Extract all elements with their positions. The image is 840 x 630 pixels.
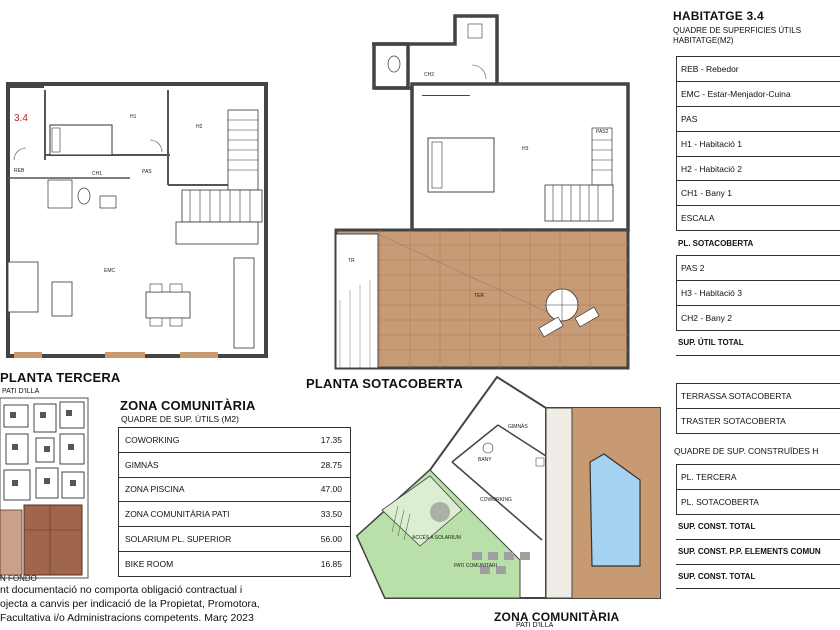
disclaimer-line-3: Facultativa i/o Administracions competents. Març 2023 [0,612,254,624]
zona-bottom-subtitle: PATI D'ILLA [516,622,554,629]
unit-subtitle-2: HABITATGE(M2) [673,36,734,45]
row-label: ZONA PISCINA [125,484,185,495]
zona-bottom-title: ZONA COMUNITÀRIA [494,610,620,624]
table-row [676,565,840,590]
reb-label: REB [14,168,25,174]
table-row [676,256,840,281]
planta-tercera-plan [6,84,266,358]
fondo-label: N FONDO [0,574,37,583]
table-row [676,490,840,515]
pati-illa-site-plan [0,398,88,578]
row-label: PL. SOTACOBERTA [681,496,759,507]
row-label: COWORKING [125,434,180,445]
terr-label: TER [474,293,484,299]
row-label: CH1 - Bany 1 [681,188,733,199]
row-label: GIMNÀS [125,459,159,470]
unit-title: HABITATGE 3.4 [673,9,764,23]
table-row [118,502,351,527]
table-row [118,453,351,478]
row-label: ZONA COMUNITÀRIA PATI [125,509,230,520]
row-label: TERRASSA SOTACOBERTA [681,390,792,401]
row-label: SUP. CONST. P.P. ELEMENTS COMUN [678,547,821,557]
table-row [676,82,840,107]
gimnas-label: GIMNÀS [508,424,528,430]
table-row [676,465,840,490]
disclaimer-line-2: ojecta a canvis per indicació de la Propietat, Promotora, [0,598,260,610]
table-row [676,331,840,356]
bany-label: BANY [478,457,492,463]
zona-title: ZONA COMUNITÀRIA [120,398,256,413]
table-row [676,57,840,82]
planta-sotacoberta-plan [336,16,628,368]
tr-label: TR [348,258,355,264]
planta-sotacoberta-title: PLANTA SOTACOBERTA [306,376,463,391]
table-row [676,231,840,256]
table-row [676,107,840,132]
extra-surface-table [676,383,840,434]
row-label: PAS [681,113,698,124]
row-value: 17.35 [320,434,342,445]
table-row [676,281,840,306]
table-row [676,206,840,231]
h2-label: H2 [196,124,203,130]
table-row [118,478,351,503]
emc-label: EMC [104,268,116,274]
row-label: EMC - Estar-Menjador-Cuina [681,88,791,99]
table-row [676,157,840,182]
table-row [676,540,840,565]
row-label: ESCALA [681,213,715,224]
row-label: SUP. CONST. TOTAL [678,522,756,532]
row-label: SUP. CONST. TOTAL [678,572,756,581]
acces-label: ACCÉS A SOLARIUM [412,535,461,541]
row-label: H1 - Habitació 1 [681,138,742,149]
unit-tag-label: 3.4 [14,113,28,124]
built-surface-table [676,464,840,589]
row-label: PL. SOTACOBERTA [678,238,754,248]
row-value: 33.50 [320,509,342,520]
table-row [676,181,840,206]
table-row [676,409,840,434]
disclaimer-line-1: nt documentació no comporta obligació contractual i [0,584,243,596]
pas-label: PAS [142,169,152,175]
row-label: H2 - Habitació 2 [681,163,742,174]
table-row [118,527,351,552]
ch1-label: CH1 [92,171,103,177]
planta-tercera-title: PLANTA TERCERA [0,370,121,385]
zona-table [118,427,351,577]
pati-illa-top-label: PATI D'ILLA [2,388,40,395]
row-label: SOLARIUM PL. SUPERIOR [125,534,232,545]
unit-subtitle-1: QUADRE DE SUPERFICIES ÚTILS [673,26,802,35]
row-label: PL. TERCERA [681,471,737,482]
table-row [118,552,351,577]
table-row [676,306,840,331]
row-value: 16.85 [320,558,342,569]
h3-label: H3 [522,146,529,152]
coworking-label: COWORKING [480,497,512,503]
h1-label: H1 [130,114,137,120]
table-row [676,515,840,540]
zona-comunitaria-plan [357,377,660,598]
pati-comunitari-label: PATI COMUNITARI [454,563,498,569]
row-value: 28.75 [320,459,342,470]
table-row [676,384,840,409]
table-row [676,132,840,157]
row-label: REB - Rebedor [681,63,739,74]
row-label: PAS 2 [681,263,705,274]
zona-subtitle: QUADRE DE SUP. ÚTILS (M2) [121,414,239,424]
ch2-label: CH2 [424,72,435,78]
table-row [118,428,351,453]
row-value: 56.00 [320,534,342,545]
built-surface-title: QUADRE DE SUP. CONSTRUÏDES H [674,446,819,456]
row-label: SUP. ÚTIL TOTAL [678,338,744,348]
row-label: H3 - Habitació 3 [681,287,742,298]
row-value: 47.00 [320,484,342,495]
row-label: TRASTER SOTACOBERTA [681,415,786,426]
row-label: CH2 - Bany 2 [681,312,733,323]
pas2-label: PAS2 [596,129,609,135]
surface-table [676,56,840,356]
disclaimer [0,583,358,625]
row-label: BIKE ROOM [125,558,174,569]
